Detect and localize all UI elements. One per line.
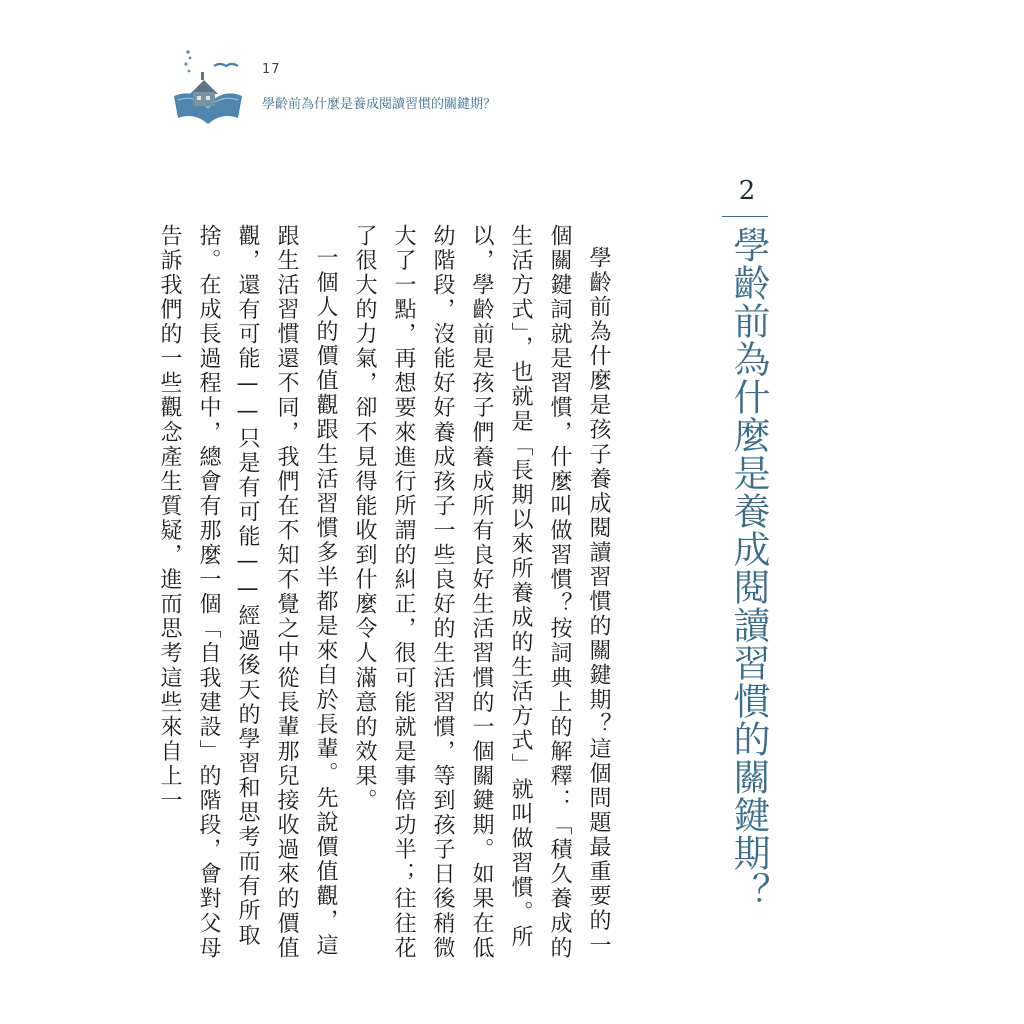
page-number: 17 — [262, 62, 281, 77]
chapter-rule — [722, 216, 768, 217]
house-on-book-icon — [168, 44, 248, 128]
chapter-title: 學齡前為什麼是養成閱讀習慣的關鍵期？ — [727, 226, 770, 910]
running-header: 學齡前為什麼是養成閱讀習慣的關鍵期？ — [262, 97, 497, 112]
body-text — [157, 224, 618, 964]
paragraph: 一個人的價值觀跟生活習慣多半都是來自於長輩。先說價值觀，這跟生活習慣還不同，我們在不知不覺之中從長輩那兒接收過來的價值觀，還有可能——只是有可能——經過後天的學習和思考而有所取捨。在成長過程中，總會有那麼一個「自我建設」的階段，會對父母告訴我們的一些觀念產生質疑，進而思考這些來自上一 — [157, 224, 338, 961]
paragraph: 學齡前為什麼是孩子養成閱讀習慣的關鍵期？這個問題最重要的一個關鍵詞就是習慣，什麼叫做習慣？按詞典上的解釋：「積久養成的生活方式」，也就是「長期以來所養成的生活方式」就叫做習慣。所以，學齡前是孩子們養成所有良好生活習慣的一個關鍵期。如果在低幼階段，沒能好好養成孩子一些良好的生活習慣，等到孩子日後稍微大了一點，再想要來進行所謂的糾正，很可能就是事倍功半；往往花了很大的力氣，卻不見得能收到什麼令人滿意的效果。 — [352, 224, 611, 961]
chapter-number: 2 — [738, 176, 756, 206]
